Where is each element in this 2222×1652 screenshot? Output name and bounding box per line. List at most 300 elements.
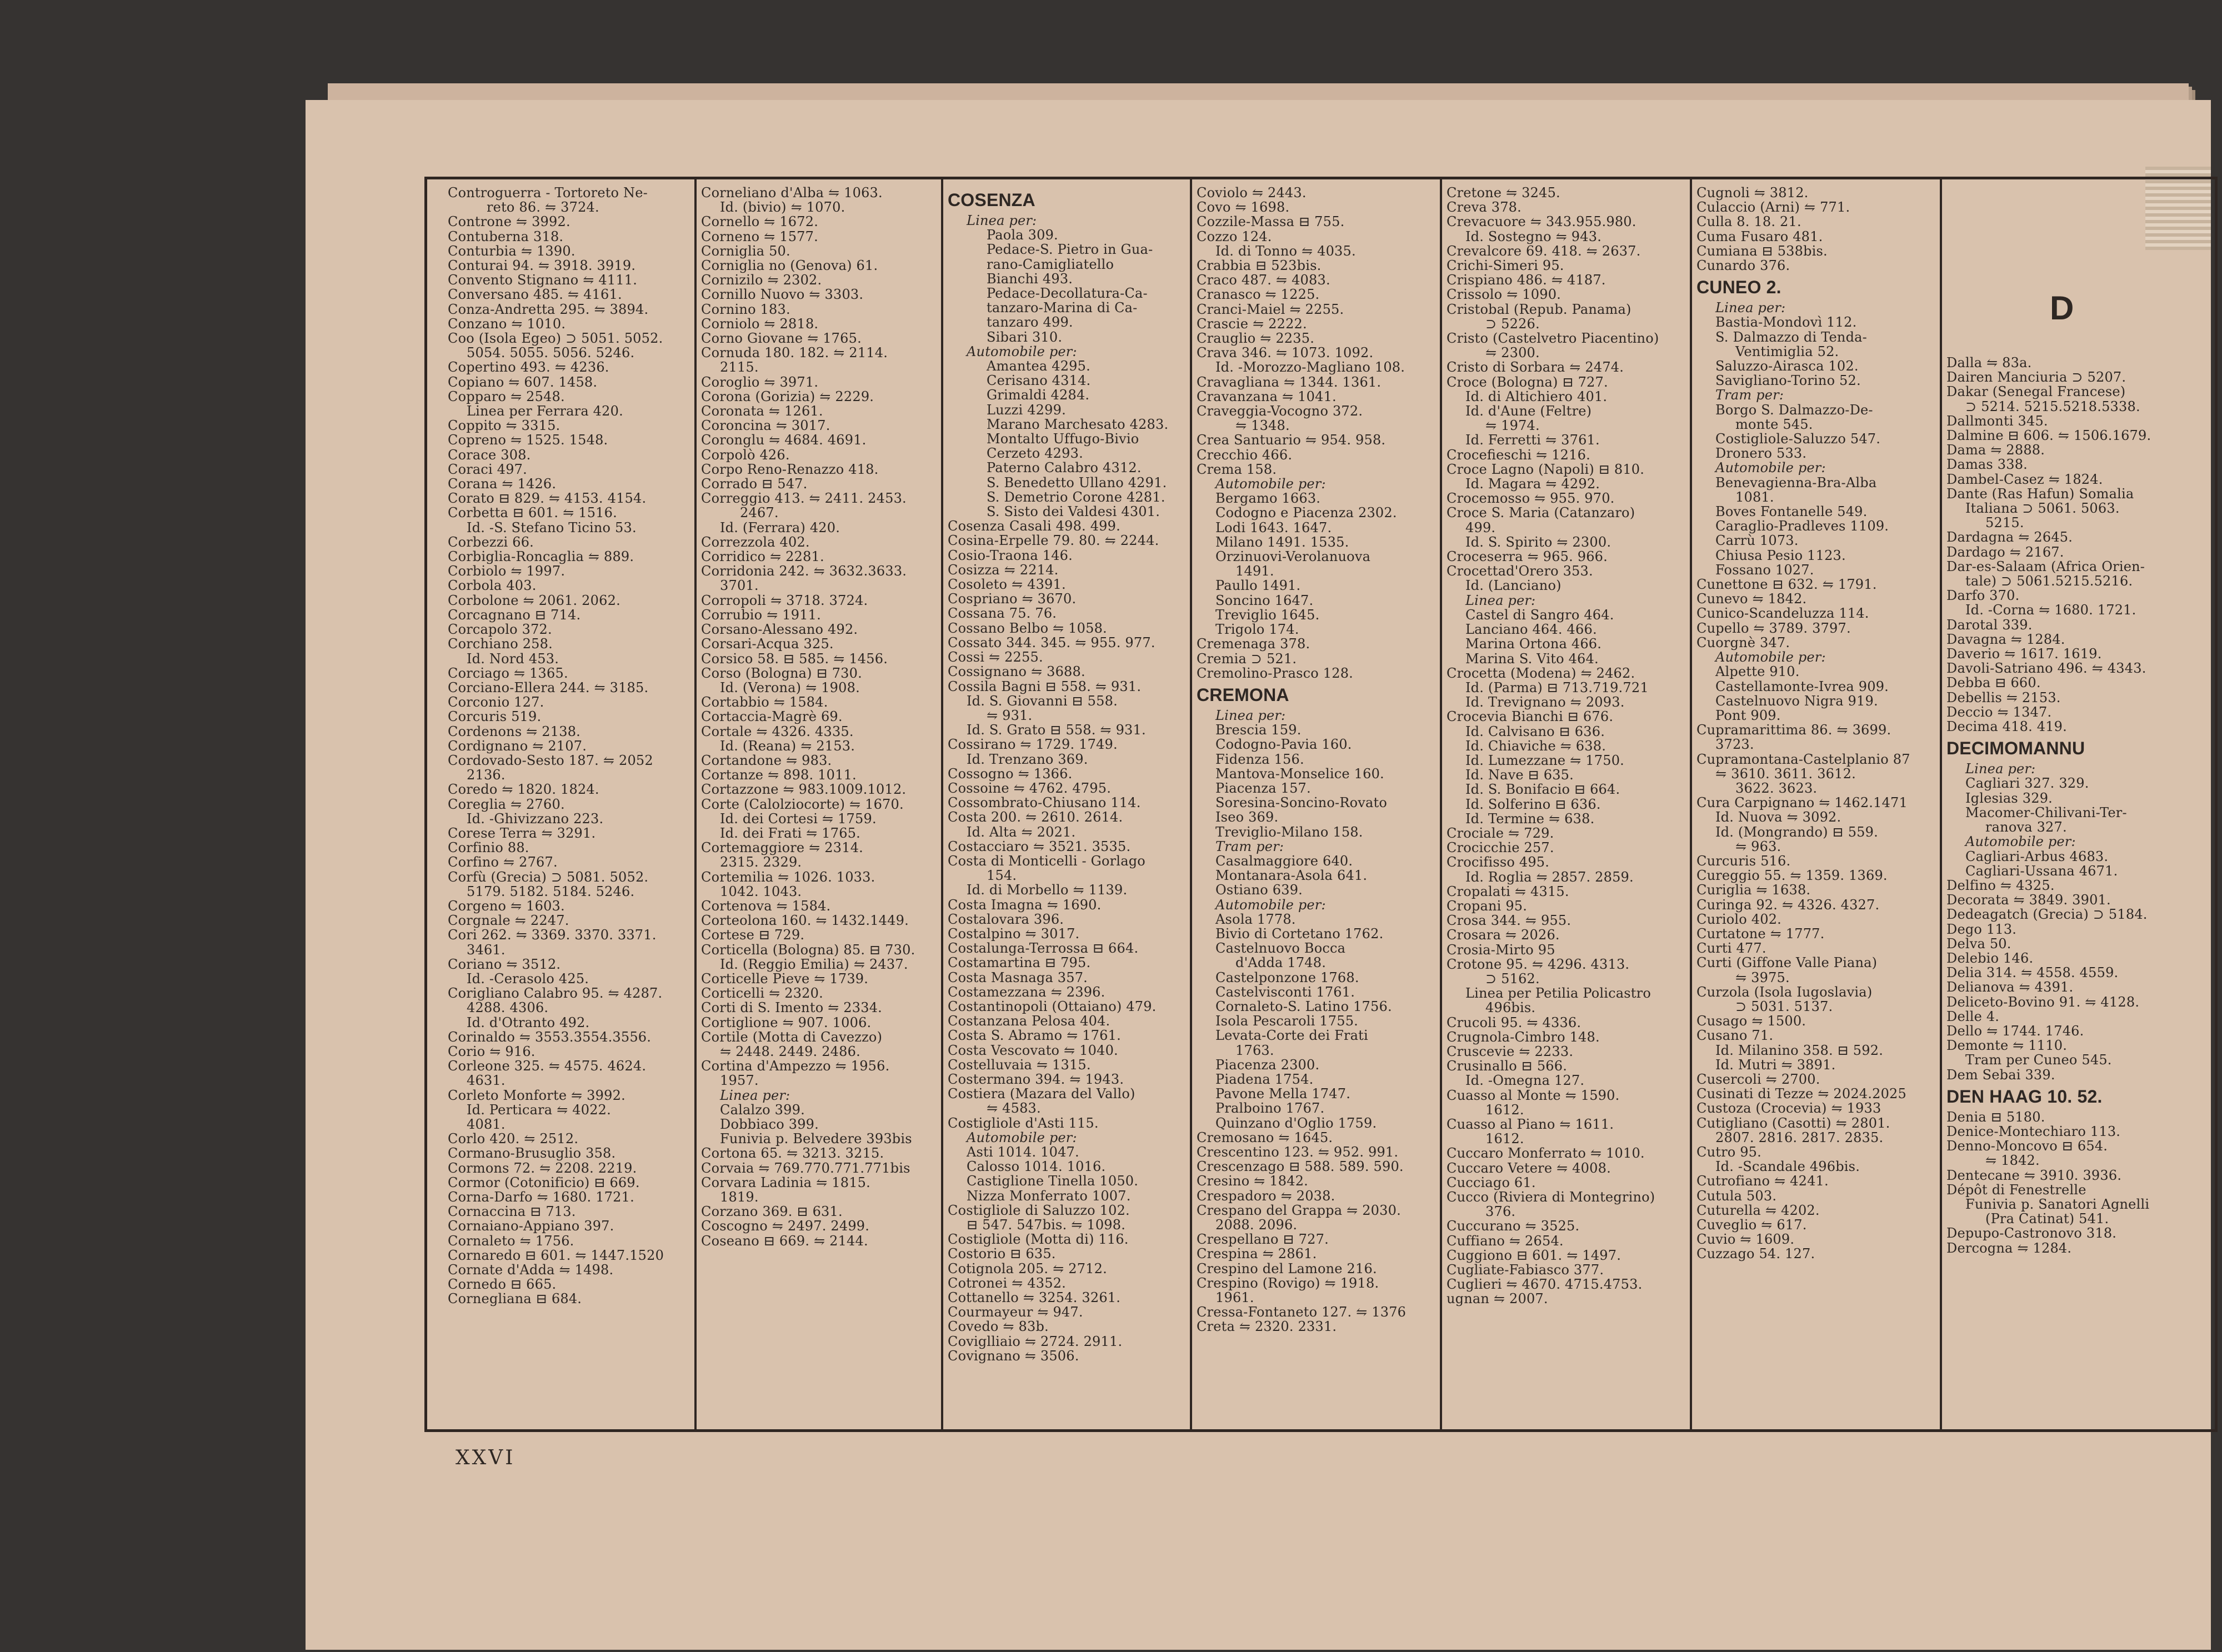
index-entry: Bianchi 493. xyxy=(987,271,1073,287)
index-entry: Corbiglia-Roncaglia ⇋ 889. xyxy=(448,549,634,565)
index-entry: Crosia-Mirto 95 xyxy=(1447,942,1555,958)
index-entry: Levata-Corte dei Frati xyxy=(1215,1028,1368,1044)
index-entry: 499. xyxy=(1465,519,1496,535)
index-entry: Id. (Ferrara) 420. xyxy=(720,519,840,535)
index-entry: monte 545. xyxy=(1735,416,1813,432)
index-entry: Cornaiano-Appiano 397. xyxy=(448,1218,614,1234)
index-entry: Cossoine ⇋ 4762. 4795. xyxy=(948,780,1112,796)
index-entry: Mantova-Monselice 160. xyxy=(1215,765,1384,782)
index-entry: Cornillo Nuovo ⇋ 3303. xyxy=(701,287,864,303)
index-entry: Tram per Cuneo 545. xyxy=(1965,1052,2112,1068)
index-entry: Corfino ⇋ 2767. xyxy=(448,854,558,870)
index-entry: Cagliari-Arbus 4683. xyxy=(1965,848,2109,864)
index-entry: Cossirano ⇋ 1729. 1749. xyxy=(948,737,1118,753)
index-entry: Corciago ⇋ 1365. xyxy=(448,665,568,681)
index-entry: Id. -Cerasolo 425. xyxy=(467,970,589,987)
index-entry: Corgnale ⇋ 2247. xyxy=(448,913,569,929)
column-rule xyxy=(1190,178,1192,1431)
index-entry: Automobile per: xyxy=(1715,649,1826,665)
index-entry: Davagna ⇋ 1284. xyxy=(1946,631,2065,647)
index-entry: Castelnuovo Bocca xyxy=(1215,940,1346,957)
index-entry: 1081. xyxy=(1735,489,1774,505)
index-entry: Costalunga-Terrossa ⊟ 664. xyxy=(948,940,1139,957)
index-entry: Id. -Morozzo-Magliano 108. xyxy=(1215,359,1405,376)
index-entry: ⇋ 931. xyxy=(987,707,1033,723)
index-entry: Dobbiaco 399. xyxy=(720,1117,819,1132)
index-entry: Coriano ⇋ 3512. xyxy=(448,956,561,972)
index-entry: Cortese ⊟ 729. xyxy=(701,927,805,943)
index-entry: Cosenza Casali 498. 499. xyxy=(948,518,1120,534)
index-entry: Dercogna ⇋ 1284. xyxy=(1946,1240,2072,1256)
index-entry: S. Dalmazzo di Tenda- xyxy=(1715,329,1867,345)
index-entry: 4631. xyxy=(467,1073,506,1089)
index-entry: Id. Nord 453. xyxy=(467,650,559,667)
index-entry: Corticella (Bologna) 85. ⊟ 730. xyxy=(701,942,915,958)
index-entry: ⊟ 547. 547bis. ⇋ 1098. xyxy=(967,1217,1126,1233)
index-entry: Cuglieri ⇋ 4670. 4715.4753. xyxy=(1447,1276,1643,1293)
index-entry: Cornino 183. xyxy=(701,301,790,317)
index-entry: Curti (Giffone Valle Piana) xyxy=(1696,955,1878,971)
index-entry: Cormano-Brusuglio 358. xyxy=(448,1145,616,1162)
index-entry: Cornaleto ⇋ 1756. xyxy=(448,1233,574,1249)
index-entry: Bergamo 1663. xyxy=(1215,490,1321,507)
index-entry: Cossila Bagni ⊟ 558. ⇋ 931. xyxy=(948,678,1142,694)
index-entry: Marano Marchesato 4283. xyxy=(987,416,1169,432)
index-entry: Cozzile-Massa ⊟ 755. xyxy=(1197,214,1345,230)
index-entry: Corvara Ladinia ⇋ 1815. xyxy=(701,1174,870,1190)
index-entry: Corropoli ⇋ 3718. 3724. xyxy=(701,592,868,608)
index-entry: Cusano 71. xyxy=(1696,1028,1774,1044)
index-entry: Crespano del Grappa ⇋ 2030. xyxy=(1197,1202,1401,1218)
index-entry: Id. S. Spirito ⇋ 2300. xyxy=(1465,534,1612,550)
index-entry: Linea per: xyxy=(1215,707,1286,723)
index-entry: Cuturella ⇋ 4202. xyxy=(1696,1202,1820,1218)
section-letter: D xyxy=(2050,289,2074,327)
index-entry: Automobile per: xyxy=(1715,460,1826,476)
index-entry: Costanzana Pelosa 404. xyxy=(948,1013,1110,1029)
index-entry: Costermano 394. ⇋ 1943. xyxy=(948,1071,1124,1087)
index-entry: ranova 327. xyxy=(1985,819,2067,835)
index-entry: Croceﬁeschi ⇋ 1216. xyxy=(1447,447,1590,463)
index-entry: S. Benedetto Ullano 4291. xyxy=(987,474,1167,490)
index-entry: ⇋ 3975. xyxy=(1735,969,1790,985)
index-entry: Pont 909. xyxy=(1715,707,1781,723)
index-entry: Debba ⊟ 660. xyxy=(1946,675,2041,691)
index-entry: Cranci-Maiel ⇋ 2255. xyxy=(1197,301,1344,317)
index-entry: Ventimiglia 52. xyxy=(1735,343,1839,359)
index-entry: Coroglio ⇋ 3971. xyxy=(701,374,819,390)
index-entry: Corniolo ⇋ 2818. xyxy=(701,316,819,332)
index-entry: Castellamonte-Ivrea 909. xyxy=(1715,678,1889,694)
index-entry: ⊃ 5226. xyxy=(1485,316,1540,332)
index-entry: Cuccaro Monferrato ⇋ 1010. xyxy=(1447,1145,1645,1162)
section-heading: COSENZA xyxy=(948,190,1035,210)
index-entry: Id. Roglia ⇋ 2857. 2859. xyxy=(1465,869,1634,885)
index-entry: Corbolone ⇋ 2061. 2062. xyxy=(448,592,620,608)
index-entry: Correzzola 402. xyxy=(701,534,810,550)
index-entry: Id. (Mongrando) ⊟ 559. xyxy=(1715,824,1878,840)
index-entry: ⇋ 1348. xyxy=(1235,418,1290,434)
index-entry: Linea per: xyxy=(1965,761,2036,777)
index-entry: 154. xyxy=(987,868,1017,884)
index-entry: Id. -Scandale 496bis. xyxy=(1715,1159,1860,1175)
index-entry: Costamezzana ⇋ 2396. xyxy=(948,984,1105,1000)
index-entry: Luzzi 4299. xyxy=(987,402,1066,418)
index-entry: Demonte ⇋ 1110. xyxy=(1946,1038,2068,1054)
index-entry: Milano 1491. 1535. xyxy=(1215,534,1349,550)
index-entry: Id. S. Giovanni ⊟ 558. xyxy=(967,693,1118,709)
index-entry: 2807. 2816. 2817. 2835. xyxy=(1715,1129,1884,1145)
index-entry: Castelnuovo Nigra 919. xyxy=(1715,693,1878,709)
index-entry: Linea per: xyxy=(720,1087,790,1103)
index-entry: Cornegliana ⊟ 684. xyxy=(448,1291,582,1307)
index-entry: (Pra Catinat) 541. xyxy=(1985,1211,2109,1227)
index-entry: Cremosano ⇋ 1645. xyxy=(1197,1129,1333,1145)
index-entry: Corticelli ⇋ 2320. xyxy=(701,985,823,1002)
index-entry: Corbetta ⊟ 601. ⇋ 1516. xyxy=(448,505,617,521)
index-entry: Cortandone ⇋ 983. xyxy=(701,752,832,768)
index-entry: Cureggio 55. ⇋ 1359. 1369. xyxy=(1696,868,1888,884)
index-entry: Pedace-Decollatura-Ca- xyxy=(987,286,1148,302)
index-entry: Corlo 420. ⇋ 2512. xyxy=(448,1131,579,1147)
index-entry: Cravagliana ⇋ 1344. 1361. xyxy=(1197,374,1382,390)
index-entry: Piacenza 157. xyxy=(1215,780,1311,796)
index-entry: Coreglia ⇋ 2760. xyxy=(448,796,565,812)
index-entry: 1763. xyxy=(1235,1042,1274,1058)
index-entry: ⇋ 1842. xyxy=(1985,1153,2040,1169)
section-heading: DEN HAAG 10. 52. xyxy=(1946,1086,2103,1107)
index-entry: Corso (Bologna) ⊟ 730. xyxy=(701,665,862,681)
index-entry: Cuccaro Vetere ⇋ 4008. xyxy=(1447,1160,1611,1176)
index-entry: 496bis. xyxy=(1485,1000,1536,1016)
index-entry: Treviglio 1645. xyxy=(1215,607,1320,623)
index-entry: Conturbia ⇋ 1390. xyxy=(448,243,575,259)
index-entry: Corleone 325. ⇋ 4575. 4624. xyxy=(448,1058,647,1074)
index-entry: Curinga 92. ⇋ 4326. 4327. xyxy=(1696,897,1880,913)
index-entry: Cerisano 4314. xyxy=(987,373,1091,389)
index-entry: 5054. 5055. 5056. 5246. xyxy=(467,345,635,361)
index-entry: Cori 262. ⇋ 3369. 3370. 3371. xyxy=(448,927,657,943)
index-entry: Id. d'Otranto 492. xyxy=(467,1014,590,1030)
index-entry: Denice-Montechiaro 113. xyxy=(1946,1123,2121,1139)
index-entry: ugnan ⇋ 2007. xyxy=(1447,1291,1548,1307)
index-entry: Delia 314. ⇋ 4558. 4559. xyxy=(1946,965,2119,981)
index-entry: Linea per: xyxy=(1465,592,1536,608)
index-entry: Cornizilo ⇋ 2302. xyxy=(701,272,822,288)
index-entry: Cusago ⇋ 1500. xyxy=(1696,1013,1806,1029)
column-rule xyxy=(941,178,943,1431)
index-entry: Id. Milanino 358. ⊟ 592. xyxy=(1715,1042,1884,1058)
index-entry: Linea per Petilia Policastro xyxy=(1465,985,1651,1002)
index-entry: 1819. xyxy=(720,1189,759,1205)
index-entry: Corrado ⊟ 547. xyxy=(701,476,808,492)
index-entry: Cortemaggiore ⇋ 2314. xyxy=(701,840,864,856)
index-entry: Id. S. Bonifacio ⊟ 664. xyxy=(1465,782,1620,798)
index-entry: Marina S. Vito 464. xyxy=(1465,650,1599,667)
index-entry: Lanciano 464. 466. xyxy=(1465,622,1597,638)
index-entry: Delianova ⇋ 4391. xyxy=(1946,979,2074,995)
index-entry: Dar-es-Salaam (Africa Orien- xyxy=(1946,558,2145,574)
index-entry: Alpette 910. xyxy=(1715,664,1800,680)
index-entry: Croce Lagno (Napoli) ⊟ 810. xyxy=(1447,461,1645,477)
index-entry: Dardagna ⇋ 2645. xyxy=(1946,529,2073,545)
index-entry: 3723. xyxy=(1715,737,1754,753)
index-entry: Decorata ⇋ 3849. 3901. xyxy=(1946,892,2111,908)
index-column-7 xyxy=(1946,356,2185,1428)
index-entry: Id. (Parma) ⊟ 713.719.721 xyxy=(1465,679,1649,695)
index-entry: Crugnola-Cimbro 148. xyxy=(1447,1029,1600,1045)
index-entry: Cupello ⇋ 3789. 3797. xyxy=(1696,620,1851,636)
index-entry: Soresina-Soncino-Rovato xyxy=(1215,795,1387,811)
index-entry: Cremenaga 378. xyxy=(1197,636,1310,652)
index-entry: 1961. xyxy=(1215,1290,1254,1306)
index-entry: Amantea 4295. xyxy=(987,358,1090,374)
index-entry: Id. S. Grato ⊟ 558. ⇋ 931. xyxy=(967,722,1146,738)
index-entry: Controne ⇋ 3992. xyxy=(448,214,570,230)
index-entry: Costa Imagna ⇋ 1690. xyxy=(948,897,1102,913)
index-entry: Corsano-Alessano 492. xyxy=(701,622,858,638)
index-entry: Corcapolo 372. xyxy=(448,622,552,638)
index-entry: Dego 113. xyxy=(1946,921,2017,937)
index-entry: Id. Lumezzane ⇋ 1750. xyxy=(1465,752,1624,768)
index-entry: Corniglia 50. xyxy=(701,243,790,259)
index-entry: Id. (Reana) ⇋ 2153. xyxy=(720,738,855,754)
index-column-1 xyxy=(448,186,692,1430)
index-entry: Crociale ⇋ 729. xyxy=(1447,825,1554,841)
index-entry: Cutula 503. xyxy=(1696,1188,1777,1204)
index-entry: Tram per: xyxy=(1215,838,1284,854)
index-entry: Id. di Altichiero 401. xyxy=(1465,388,1608,404)
index-entry: Grimaldi 4284. xyxy=(987,387,1090,403)
index-entry: Id. (Reggio Emilia) ⇋ 2437. xyxy=(720,956,908,972)
index-entry: Cossano Belbo ⇋ 1058. xyxy=(948,620,1107,636)
index-entry: Piacenza 2300. xyxy=(1215,1057,1320,1073)
index-entry: Dallmonti 345. xyxy=(1946,413,2048,429)
index-entry: Culla 8. 18. 21. xyxy=(1696,214,1801,230)
column-rule xyxy=(694,178,697,1431)
index-entry: Covo ⇋ 1698. xyxy=(1197,199,1290,216)
index-entry: Croce (Bologna) ⊟ 727. xyxy=(1447,374,1608,390)
index-entry: Coppito ⇋ 3315. xyxy=(448,418,560,434)
index-column-4 xyxy=(1197,186,1438,1430)
index-entry: Id. (Verona) ⇋ 1908. xyxy=(720,679,860,695)
index-entry: 1042. 1043. xyxy=(720,883,802,899)
index-entry: Cuzzago 54. 127. xyxy=(1696,1246,1815,1262)
index-entry: Cossi ⇋ 2255. xyxy=(948,649,1043,665)
index-entry: Fossano 1027. xyxy=(1715,562,1814,578)
index-entry: Crema 158. xyxy=(1197,461,1277,477)
index-entry: Crosa 344. ⇋ 955. xyxy=(1447,913,1572,929)
index-entry: Corsari-Acqua 325. xyxy=(701,636,834,652)
index-entry: Costigliole (Motta di) 116. xyxy=(948,1232,1129,1248)
index-entry: Cotignola 205. ⇋ 2712. xyxy=(948,1260,1107,1276)
index-entry: Cosina-Erpelle 79. 80. ⇋ 2244. xyxy=(948,533,1159,549)
index-entry: Corio ⇋ 916. xyxy=(448,1043,536,1059)
index-entry: Costalpino ⇋ 3017. xyxy=(948,925,1080,942)
index-entry: Crauglio ⇋ 2235. xyxy=(1197,331,1315,347)
index-column-2 xyxy=(701,186,939,1430)
index-entry: Cunico-Scandeluzza 114. xyxy=(1696,605,1869,622)
index-entry: Id. dei Frati ⇋ 1765. xyxy=(720,825,861,841)
index-entry: Corticelle Pieve ⇋ 1739. xyxy=(701,970,869,987)
index-entry: Id. Magara ⇋ 4292. xyxy=(1465,476,1600,492)
index-entry: Corana ⇋ 1426. xyxy=(448,476,557,492)
index-entry: Cotronei ⇋ 4352. xyxy=(948,1275,1066,1291)
index-entry: reto 86. ⇋ 3724. xyxy=(487,199,599,216)
index-entry: Costantinopoli (Ottaiano) 479. xyxy=(948,998,1157,1014)
index-entry: Dem Sebai 339. xyxy=(1946,1067,2055,1083)
index-entry: Carrù 1073. xyxy=(1715,533,1799,549)
index-entry: Id. Sostegno ⇋ 943. xyxy=(1465,228,1602,244)
section-heading: CUNEO 2. xyxy=(1696,277,1781,298)
index-entry: Isola Pescaroli 1755. xyxy=(1215,1013,1359,1029)
index-entry: Creva 378. xyxy=(1447,199,1522,216)
index-entry: Cornedo ⊟ 665. xyxy=(448,1276,557,1293)
index-entry: Corneno ⇋ 1577. xyxy=(701,228,818,244)
index-entry: Conza-Andretta 295. ⇋ 3894. xyxy=(448,301,649,317)
index-entry: Cordovado-Sesto 187. ⇋ 2052 xyxy=(448,752,653,768)
index-entry: Montanara-Asola 641. xyxy=(1215,868,1368,884)
index-entry: Corteolona 160. ⇋ 1432.1449. xyxy=(701,913,909,929)
index-entry: Cossombrato-Chiusano 114. xyxy=(948,795,1141,811)
index-entry: Crabbia ⊟ 523bis. xyxy=(1197,258,1322,274)
index-entry: Cordenons ⇋ 2138. xyxy=(448,723,581,739)
index-entry: Costigliole d'Asti 115. xyxy=(948,1115,1099,1131)
index-entry: Id. -Omegna 127. xyxy=(1465,1073,1585,1089)
index-entry: Automobile per: xyxy=(1215,476,1326,492)
index-entry: Id. d'Aune (Feltre) xyxy=(1465,403,1592,419)
index-entry: Automobile per: xyxy=(967,1129,1077,1145)
index-entry: tanzaro 499. xyxy=(987,314,1073,331)
index-entry: Cortona 65. ⇋ 3213. 3215. xyxy=(701,1145,884,1162)
index-entry: Cortiglione ⇋ 907. 1006. xyxy=(701,1014,872,1030)
index-entry: Cordignano ⇋ 2107. xyxy=(448,738,587,754)
index-entry: Costa S. Abramo ⇋ 1761. xyxy=(948,1028,1121,1044)
index-entry: Crispiano 486. ⇋ 4187. xyxy=(1447,272,1606,288)
index-entry: ⊃ 5162. xyxy=(1485,970,1540,987)
index-entry: Costa di Monticelli - Gorlago xyxy=(948,853,1145,869)
index-entry: tanzaro-Marina di Ca- xyxy=(987,300,1138,316)
index-entry: Corigliano Calabro 95. ⇋ 4287. xyxy=(448,985,663,1002)
index-entry: Corleto Monforte ⇋ 3992. xyxy=(448,1087,625,1103)
index-entry: Crava 346. ⇋ 1073. 1092. xyxy=(1197,345,1374,361)
index-entry: ⊃ 5031. 5137. xyxy=(1735,998,1833,1014)
index-entry: Cossignano ⇋ 3688. xyxy=(948,664,1085,680)
index-entry: Corciano-Ellera 244. ⇋ 3185. xyxy=(448,679,649,695)
index-entry: Costacciaro ⇋ 3521. 3535. xyxy=(948,838,1131,854)
index-entry: Coredo ⇋ 1820. 1824. xyxy=(448,782,599,798)
index-entry: Craco 487. ⇋ 4083. xyxy=(1197,272,1330,288)
index-entry: Costalovara 396. xyxy=(948,911,1064,927)
index-entry: Cortenova ⇋ 1584. xyxy=(701,898,831,914)
index-entry: Corpolò 426. xyxy=(701,447,790,463)
index-entry: Crevacuore ⇋ 343.955.980. xyxy=(1447,214,1637,230)
index-entry: Calalzo 399. xyxy=(720,1102,805,1118)
index-entry: Pralboino 1767. xyxy=(1215,1100,1325,1117)
index-entry: Denno-Moncovo ⊟ 654. xyxy=(1946,1138,2108,1154)
index-entry: Cuma Fusaro 481. xyxy=(1696,228,1823,244)
index-entry: Cupramontana-Castelplanio 87 xyxy=(1696,751,1910,767)
index-entry: Id. Chiaviche ⇋ 638. xyxy=(1465,738,1607,754)
index-entry: 3461. xyxy=(467,942,506,958)
index-entry: Cortile (Motta di Cavezzo) xyxy=(701,1029,883,1045)
index-entry: Crescentino 123. ⇋ 952. 991. xyxy=(1197,1144,1399,1160)
index-entry: Cortanze ⇋ 898. 1011. xyxy=(701,767,857,783)
index-entry: Cunardo 376. xyxy=(1696,258,1790,274)
index-entry: Lodi 1643. 1647. xyxy=(1215,519,1332,535)
index-entry: 4288. 4306. xyxy=(467,1000,549,1016)
index-entry: Deliceto-Bovino 91. ⇋ 4128. xyxy=(1946,994,2140,1010)
index-entry: ⇋ 2300. xyxy=(1485,345,1540,361)
index-entry: Nizza Monferrato 1007. xyxy=(967,1188,1131,1204)
index-entry: Costa Vescovato ⇋ 1040. xyxy=(948,1042,1118,1058)
index-entry: Cuggiono ⊟ 601. ⇋ 1497. xyxy=(1447,1247,1622,1263)
index-entry: Dalmine ⊟ 606. ⇋ 1506.1679. xyxy=(1946,428,2151,444)
index-entry: 5215. xyxy=(1985,515,2024,531)
index-entry: Corti di S. Imento ⇋ 2334. xyxy=(701,1000,883,1016)
index-entry: Corona (Gorizia) ⇋ 2229. xyxy=(701,388,874,404)
index-entry: Crocifisso 495. xyxy=(1447,854,1550,870)
index-entry: Codogno e Piacenza 2302. xyxy=(1215,505,1397,521)
index-entry: Corte (Calolziocorte) ⇋ 1670. xyxy=(701,796,904,812)
index-entry: ⇋ 4583. xyxy=(987,1100,1041,1117)
index-entry: Crotone 95. ⇋ 4296. 4313. xyxy=(1447,956,1630,972)
index-entry: Crespino (Rovigo) ⇋ 1918. xyxy=(1197,1275,1379,1291)
index-entry: Cortaccia-Magrè 69. xyxy=(701,709,843,725)
index-entry: Denia ⊟ 5180. xyxy=(1946,1109,2045,1125)
index-entry: Borgo S. Dalmazzo-De- xyxy=(1715,402,1873,418)
index-entry: 4081. xyxy=(467,1117,506,1132)
index-entry: Coseano ⊟ 669. ⇋ 2144. xyxy=(701,1233,868,1249)
index-entry: Crespadoro ⇋ 2038. xyxy=(1197,1188,1335,1204)
index-entry: Crosara ⇋ 2026. xyxy=(1447,927,1560,943)
index-entry: Cugliate-Fabiasco 377. xyxy=(1447,1262,1604,1278)
index-entry: Crocetta (Modena) ⇋ 2462. xyxy=(1447,665,1635,681)
index-entry: Id. Solferino ⊟ 636. xyxy=(1465,796,1601,812)
index-entry: Automobile per: xyxy=(1965,834,2076,850)
index-entry: Cortemilia ⇋ 1026. 1033. xyxy=(701,869,875,885)
index-entry: 3622. 3623. xyxy=(1735,780,1818,796)
index-entry: Cropani 95. xyxy=(1447,898,1528,914)
index-entry: Cuccurano ⇋ 3525. xyxy=(1447,1218,1580,1234)
index-entry: 2088. 2096. xyxy=(1215,1217,1298,1233)
index-entry: Covignano ⇋ 3506. xyxy=(948,1348,1079,1364)
index-entry: Cuasso al Monte ⇋ 1590. xyxy=(1447,1087,1620,1103)
index-entry: Crocevia Bianchi ⊟ 676. xyxy=(1447,709,1614,725)
index-entry: Paola 309. xyxy=(987,227,1058,243)
index-entry: Cutigliano (Casotti) ⇋ 2801. xyxy=(1696,1115,1890,1131)
index-entry: Dentecane ⇋ 3910. 3936. xyxy=(1946,1167,2122,1183)
index-entry: Id. -S. Stefano Ticino 53. xyxy=(467,519,637,535)
index-entry: Dante (Ras Hafun) Somalia xyxy=(1946,485,2134,502)
index-entry: Cortabbio ⇋ 1584. xyxy=(701,694,828,710)
index-column-3 xyxy=(948,186,1188,1430)
index-entry: Cusinati di Tezze ⇋ 2024.2025 xyxy=(1696,1086,1906,1102)
index-entry: 1612. xyxy=(1485,1102,1524,1118)
index-entry: Costa 200. ⇋ 2610. 2614. xyxy=(948,809,1123,825)
index-entry: Corgeno ⇋ 1603. xyxy=(448,898,565,914)
index-entry: Curtatone ⇋ 1777. xyxy=(1696,925,1825,942)
index-entry: Croce S. Maria (Catanzaro) xyxy=(1447,505,1635,521)
index-entry: Cressa-Fontaneto 127. ⇋ 1376 xyxy=(1197,1304,1407,1320)
index-entry: Cossato 344. 345. ⇋ 955. 977. xyxy=(948,634,1155,650)
index-entry: Corniglia no (Genova) 61. xyxy=(701,258,878,274)
index-entry: Dairen Manciuria ⊃ 5207. xyxy=(1946,369,2126,386)
index-entry: Id. Nave ⊟ 635. xyxy=(1465,767,1574,783)
index-entry: Corbiolo ⇋ 1997. xyxy=(448,563,565,579)
index-entry: Dedeagatch (Grecia) ⊃ 5184. xyxy=(1946,907,2148,923)
index-entry: ⇋ 1974. xyxy=(1485,418,1540,434)
